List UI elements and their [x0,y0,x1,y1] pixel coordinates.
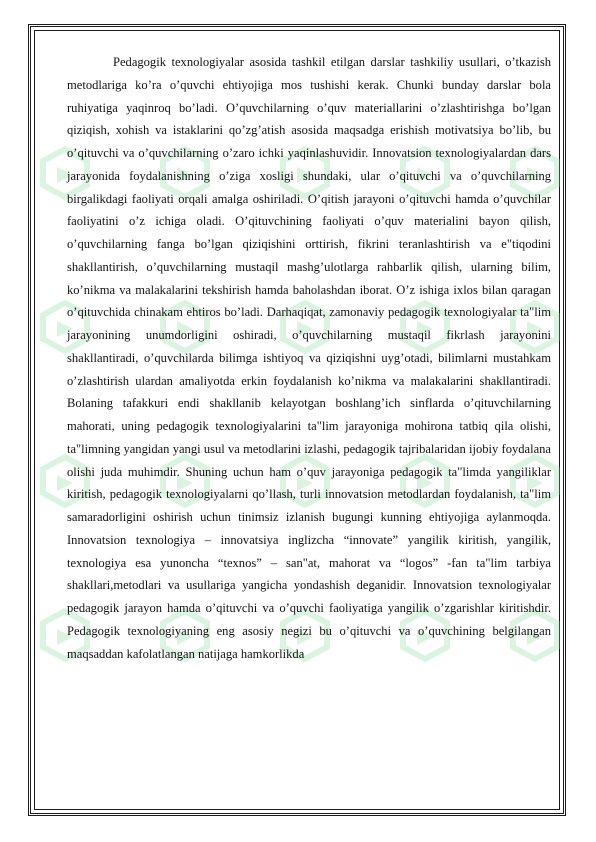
body-paragraph: Pedagogik texnologiyalar asosida tashkil etilgan darslar tashkiliy usullari, o’tkazish metodlariga ko’ra o’quvchi ehtiyojiga mos tushishi kerak. Chunki bunday darslar bola ruhiyatiga yaqinroq bo’ladi. O’quvchilarning o’quv materiallarini o’zlashtirishga bo’lgan qiziqish, xohish va istaklarini qo’zg’atish asosida maqsadga erishish motivatsiya bo’lib, bu o’qituvchi va o’quvchilarning o’zaro ichki yaqinlashuvidir. Innovatsion texnologiyalardan dars jarayonida foydalanishning o’ziga xosligi shundaki, ular o’qituvchi va o’quvchilarning birgalikdagi faoliyati orqali amalga oshiriladi. O’qitish jarayoni o’qituvchi hamda o’quvchilar faoliyatini o’z ichiga oladi. O’qituvchining faoliyati o’quv materialini bayon qilish, o’quvchilarning fanga bo’lgan qiziqishini orttirish, fikrini teranlashtirish va e"tiqodini shakllantirish, o’quvchilarning mustaqil mashg’ulotlarga rahbarlik qilish, ularning bilim, ko’nikma va malakalarini tekshirish hamda baholashdan iborat. O’z ishiga ixlos bilan qaragan o’qituvchida chinakam ehtiros bo’ladi. Darhaqiqat, zamonaviy pedagogik texnologiyalar ta"lim jarayonining unumdorligini oshiradi, o’quvchilarning mustaqil fikrlash jarayonini shakllantiradi, o’quvchilarda bilimga ishtiyoq va qiziqishni uyg’otadi, bilimlarni mustahkam o’zlashtirish ulardan amaliyotda erkin foydalanish ko’nikma va malakalarini shakllantiradi. Bolaning tafakkuri endi shakllanib kelayotgan boshlang’ich sinflarda o’qituvchilarning mahorati, uning pedagogik texnologiyalarini ta"lim jarayoniga mohirona tatbiq qila olishi, ta"limning yangidan yangi usul va metodlarini izlashi, pedagogik tajribalaridan ijobiy foydalana olishi juda muhimdir. Shuning uchun ham o’quv jarayoniga pedagogik ta"limda yangiliklar kiritish, pedagogik texnologiyalarni qo’llash, turli innovatsion metodlardan foydalanish, ta"lim samaradorligini oshirish uchun tinimsiz izlanish bugungi kunning ehtiyojiga aylanmoqda. Innovatsion texnologiya – innovatsiya inglizcha “innovate” yangilik kiritish, yangilik, texnologiya esa yunoncha “texnos” – san"at, mahorat va “logos” -fan ta"lim tarbiya shakllari,metodlari va usullariga yangicha yondashish deganidir. Innovatsion texnologiyalar pedagogik jarayon hamda o’qituvchi va o’quvchi faoliyatiga yangilik o’zgarishlar kiritishdir. Pedagogik texnologiyaning eng asosiy negizi bu o’qituvchi va o’quvchining belgilangan maqsaddan kafolatlangan natijaga hamkorlikda [67,55,551,661]
page-frame [28,24,566,816]
